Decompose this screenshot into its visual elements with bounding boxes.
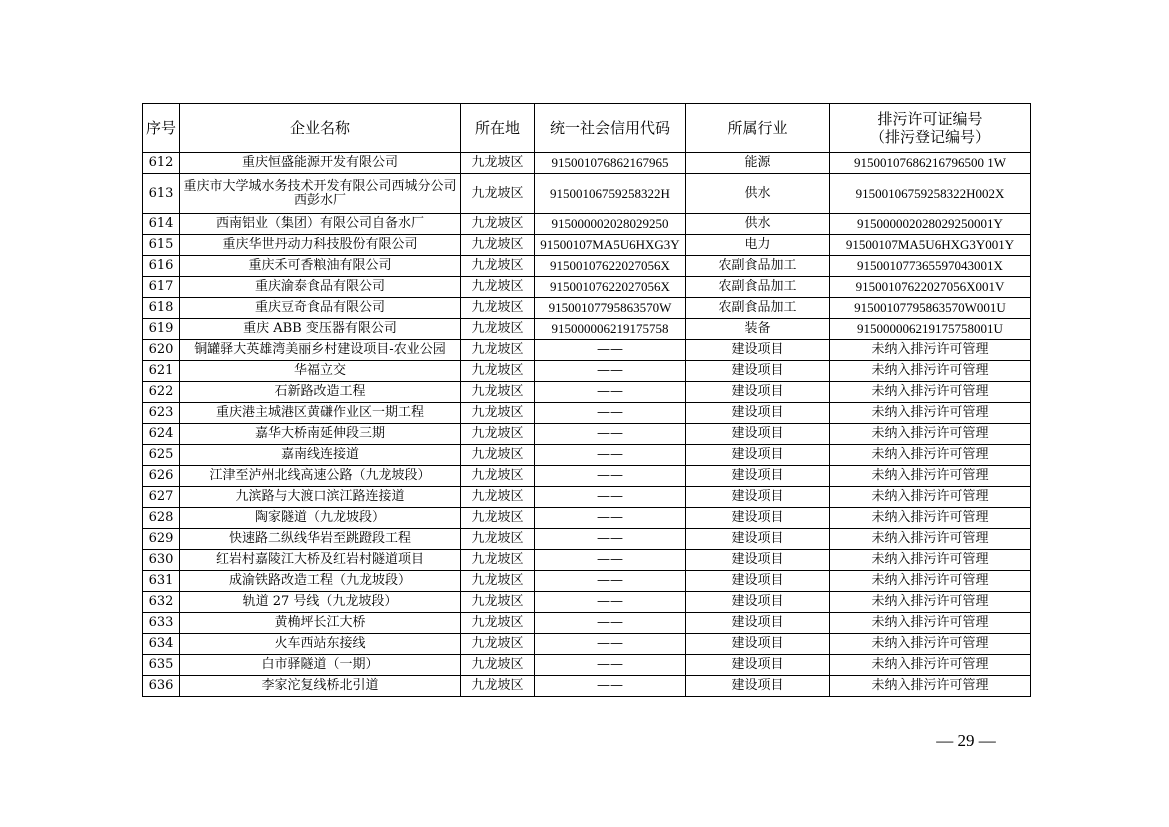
cell-company-name: 重庆 ABB 变压器有限公司	[180, 319, 461, 340]
cell-industry: 建设项目	[686, 403, 830, 424]
cell-location: 九龙坡区	[461, 655, 535, 676]
cell-company-name: 九滨路与大渡口滨江路连接道	[180, 487, 461, 508]
cell-location: 九龙坡区	[461, 634, 535, 655]
cell-permit-number: 91500107795863570W001U	[830, 298, 1031, 319]
cell-credit-code: ——	[535, 466, 686, 487]
table-row	[143, 298, 1031, 319]
header-permit-line2: （排污登记编号）	[869, 128, 990, 146]
cell-seq: 616	[143, 256, 180, 277]
cell-location: 九龙坡区	[461, 382, 535, 403]
cell-seq: 615	[143, 235, 180, 256]
cell-permit-number: 未纳入排污许可管理	[830, 508, 1031, 529]
cell-seq: 631	[143, 571, 180, 592]
cell-seq: 613	[143, 174, 180, 214]
cell-industry: 建设项目	[686, 487, 830, 508]
cell-location: 九龙坡区	[461, 466, 535, 487]
cell-seq: 619	[143, 319, 180, 340]
cell-company-name: 轨道 27 号线（九龙坡段）	[180, 592, 461, 613]
table-row	[143, 153, 1031, 174]
cell-credit-code: ——	[535, 508, 686, 529]
cell-company-name: 重庆恒盛能源开发有限公司	[180, 153, 461, 174]
cell-industry: 建设项目	[686, 382, 830, 403]
cell-industry: 农副食品加工	[686, 298, 830, 319]
table-row	[143, 403, 1031, 424]
table-row	[143, 361, 1031, 382]
cell-industry: 建设项目	[686, 550, 830, 571]
cell-industry: 建设项目	[686, 445, 830, 466]
cell-seq: 626	[143, 466, 180, 487]
cell-company-name: 快速路二纵线华岩至跳蹬段工程	[180, 529, 461, 550]
cell-permit-number: 未纳入排污许可管理	[830, 403, 1031, 424]
cell-company-name: 红岩村嘉陵江大桥及红岩村隧道项目	[180, 550, 461, 571]
cell-credit-code: ——	[535, 676, 686, 697]
cell-location: 九龙坡区	[461, 153, 535, 174]
cell-permit-number: 未纳入排污许可管理	[830, 529, 1031, 550]
cell-credit-code: ——	[535, 571, 686, 592]
cell-permit-number: 未纳入排污许可管理	[830, 466, 1031, 487]
table-row	[143, 634, 1031, 655]
cell-seq: 633	[143, 613, 180, 634]
cell-location: 九龙坡区	[461, 676, 535, 697]
cell-seq: 632	[143, 592, 180, 613]
cell-permit-number: 91500107MA5U6HXG3Y001Y	[830, 235, 1031, 256]
cell-credit-code: 915000002028029250	[535, 214, 686, 235]
table-row	[143, 235, 1031, 256]
cell-company-name: 石新路改造工程	[180, 382, 461, 403]
header-permit-line1: 排污许可证编号	[877, 110, 983, 128]
cell-industry: 建设项目	[686, 466, 830, 487]
cell-industry: 能源	[686, 153, 830, 174]
cell-location: 九龙坡区	[461, 256, 535, 277]
cell-permit-number: 未纳入排污许可管理	[830, 676, 1031, 697]
cell-seq: 621	[143, 361, 180, 382]
cell-permit-number: 91500106759258322H002X	[830, 174, 1031, 214]
table-row	[143, 340, 1031, 361]
cell-permit-number: 915000002028029250001Y	[830, 214, 1031, 235]
header-permit	[830, 104, 1031, 153]
cell-industry: 建设项目	[686, 424, 830, 445]
cell-permit-number: 未纳入排污许可管理	[830, 592, 1031, 613]
table-row	[143, 613, 1031, 634]
cell-location: 九龙坡区	[461, 403, 535, 424]
cell-permit-number: 未纳入排污许可管理	[830, 361, 1031, 382]
cell-credit-code: 91500107622027056X	[535, 256, 686, 277]
cell-location: 九龙坡区	[461, 487, 535, 508]
cell-seq: 627	[143, 487, 180, 508]
cell-credit-code: ——	[535, 487, 686, 508]
cell-industry: 建设项目	[686, 529, 830, 550]
enterprise-table	[142, 103, 1031, 697]
cell-company-name: 嘉华大桥南延伸段三期	[180, 424, 461, 445]
cell-location: 九龙坡区	[461, 550, 535, 571]
header-location: 所在地	[461, 104, 535, 153]
cell-permit-number: 未纳入排污许可管理	[830, 613, 1031, 634]
table-row	[143, 424, 1031, 445]
cell-company-name: 火车西站东接线	[180, 634, 461, 655]
cell-industry: 建设项目	[686, 571, 830, 592]
cell-permit-number: 未纳入排污许可管理	[830, 634, 1031, 655]
cell-credit-code: ——	[535, 655, 686, 676]
cell-industry: 建设项目	[686, 676, 830, 697]
cell-location: 九龙坡区	[461, 592, 535, 613]
cell-credit-code: ——	[535, 592, 686, 613]
cell-seq: 624	[143, 424, 180, 445]
cell-location: 九龙坡区	[461, 277, 535, 298]
cell-company-name: 重庆禾可香粮油有限公司	[180, 256, 461, 277]
cell-company-name: 李家沱复线桥北引道	[180, 676, 461, 697]
table-row	[143, 382, 1031, 403]
cell-seq: 618	[143, 298, 180, 319]
cell-permit-number: 未纳入排污许可管理	[830, 655, 1031, 676]
cell-seq: 625	[143, 445, 180, 466]
cell-company-name: 重庆市大学城水务技术开发有限公司西城分公司西彭水厂	[180, 174, 461, 214]
cell-industry: 供水	[686, 174, 830, 214]
cell-company-name: 成渝铁路改造工程（九龙坡段）	[180, 571, 461, 592]
cell-industry: 建设项目	[686, 340, 830, 361]
cell-seq: 636	[143, 676, 180, 697]
cell-seq: 623	[143, 403, 180, 424]
cell-permit-number: 未纳入排污许可管理	[830, 571, 1031, 592]
cell-company-name: 重庆渝泰食品有限公司	[180, 277, 461, 298]
cell-seq: 628	[143, 508, 180, 529]
cell-industry: 建设项目	[686, 361, 830, 382]
cell-permit-number: 91500107686216796500 1W	[830, 153, 1031, 174]
cell-industry: 建设项目	[686, 613, 830, 634]
cell-seq: 634	[143, 634, 180, 655]
cell-permit-number: 未纳入排污许可管理	[830, 550, 1031, 571]
cell-company-name: 西南铝业（集团）有限公司自备水厂	[180, 214, 461, 235]
cell-company-name: 黄桷坪长江大桥	[180, 613, 461, 634]
cell-location: 九龙坡区	[461, 214, 535, 235]
header-credit-code: 统一社会信用代码	[535, 104, 686, 153]
cell-company-name: 江津至泸州北线高速公路（九龙坡段）	[180, 466, 461, 487]
cell-credit-code: 91500107MA5U6HXG3Y	[535, 235, 686, 256]
cell-location: 九龙坡区	[461, 340, 535, 361]
table-header-row	[143, 104, 1031, 153]
cell-seq: 622	[143, 382, 180, 403]
cell-credit-code: ——	[535, 529, 686, 550]
cell-company-name: 铜罐驿大英雄湾美丽乡村建设项目-农业公园	[180, 340, 461, 361]
cell-permit-number: 91500107622027056X001V	[830, 277, 1031, 298]
cell-company-name: 陶家隧道（九龙坡段）	[180, 508, 461, 529]
cell-seq: 614	[143, 214, 180, 235]
page-number: — 29 —	[936, 731, 996, 750]
cell-location: 九龙坡区	[461, 235, 535, 256]
table-row	[143, 277, 1031, 298]
cell-credit-code: ——	[535, 382, 686, 403]
cell-company-name: 重庆华世丹动力科技股份有限公司	[180, 235, 461, 256]
table-row	[143, 676, 1031, 697]
table-row	[143, 466, 1031, 487]
table-row	[143, 571, 1031, 592]
table-row	[143, 592, 1031, 613]
cell-credit-code: ——	[535, 613, 686, 634]
cell-industry: 建设项目	[686, 634, 830, 655]
cell-industry: 装备	[686, 319, 830, 340]
cell-credit-code: ——	[535, 550, 686, 571]
cell-industry: 供水	[686, 214, 830, 235]
cell-company-name: 重庆豆奇食品有限公司	[180, 298, 461, 319]
cell-credit-code: ——	[535, 634, 686, 655]
cell-location: 九龙坡区	[461, 508, 535, 529]
cell-industry: 建设项目	[686, 655, 830, 676]
cell-credit-code: ——	[535, 445, 686, 466]
cell-permit-number: 未纳入排污许可管理	[830, 424, 1031, 445]
header-seq: 序号	[143, 104, 180, 153]
cell-credit-code: ——	[535, 403, 686, 424]
cell-company-name: 重庆港主城港区黄磏作业区一期工程	[180, 403, 461, 424]
cell-seq: 630	[143, 550, 180, 571]
cell-credit-code: 91500107795863570W	[535, 298, 686, 319]
cell-credit-code: ——	[535, 361, 686, 382]
cell-company-name: 华福立交	[180, 361, 461, 382]
cell-location: 九龙坡区	[461, 445, 535, 466]
table-row	[143, 445, 1031, 466]
table-row	[143, 319, 1031, 340]
cell-industry: 建设项目	[686, 592, 830, 613]
cell-seq: 617	[143, 277, 180, 298]
cell-credit-code: 91500107622027056X	[535, 277, 686, 298]
cell-company-name: 嘉南线连接道	[180, 445, 461, 466]
cell-permit-number: 未纳入排污许可管理	[830, 340, 1031, 361]
header-industry: 所属行业	[686, 104, 830, 153]
table-body	[143, 153, 1031, 697]
table-row	[143, 550, 1031, 571]
table-row	[143, 256, 1031, 277]
cell-industry: 农副食品加工	[686, 277, 830, 298]
table-row	[143, 174, 1031, 214]
cell-company-name: 白市驿隧道（一期）	[180, 655, 461, 676]
cell-seq: 629	[143, 529, 180, 550]
cell-location: 九龙坡区	[461, 424, 535, 445]
cell-seq: 635	[143, 655, 180, 676]
cell-location: 九龙坡区	[461, 529, 535, 550]
cell-location: 九龙坡区	[461, 319, 535, 340]
cell-location: 九龙坡区	[461, 298, 535, 319]
table-row	[143, 508, 1031, 529]
cell-industry: 农副食品加工	[686, 256, 830, 277]
cell-location: 九龙坡区	[461, 361, 535, 382]
cell-permit-number: 未纳入排污许可管理	[830, 445, 1031, 466]
cell-credit-code: 91500106759258322H	[535, 174, 686, 214]
table-row	[143, 214, 1031, 235]
cell-location: 九龙坡区	[461, 613, 535, 634]
cell-permit-number: 915001077365597043001X	[830, 256, 1031, 277]
cell-credit-code: 915000006219175758	[535, 319, 686, 340]
cell-credit-code: ——	[535, 424, 686, 445]
cell-industry: 电力	[686, 235, 830, 256]
cell-credit-code: ——	[535, 340, 686, 361]
cell-permit-number: 未纳入排污许可管理	[830, 382, 1031, 403]
table-row	[143, 529, 1031, 550]
cell-industry: 建设项目	[686, 508, 830, 529]
table-row	[143, 487, 1031, 508]
cell-location: 九龙坡区	[461, 571, 535, 592]
cell-seq: 612	[143, 153, 180, 174]
cell-permit-number: 未纳入排污许可管理	[830, 487, 1031, 508]
header-name: 企业名称	[180, 104, 461, 153]
cell-permit-number: 915000006219175758001U	[830, 319, 1031, 340]
table-row	[143, 655, 1031, 676]
cell-credit-code: 915001076862167965	[535, 153, 686, 174]
cell-seq: 620	[143, 340, 180, 361]
cell-location: 九龙坡区	[461, 174, 535, 214]
